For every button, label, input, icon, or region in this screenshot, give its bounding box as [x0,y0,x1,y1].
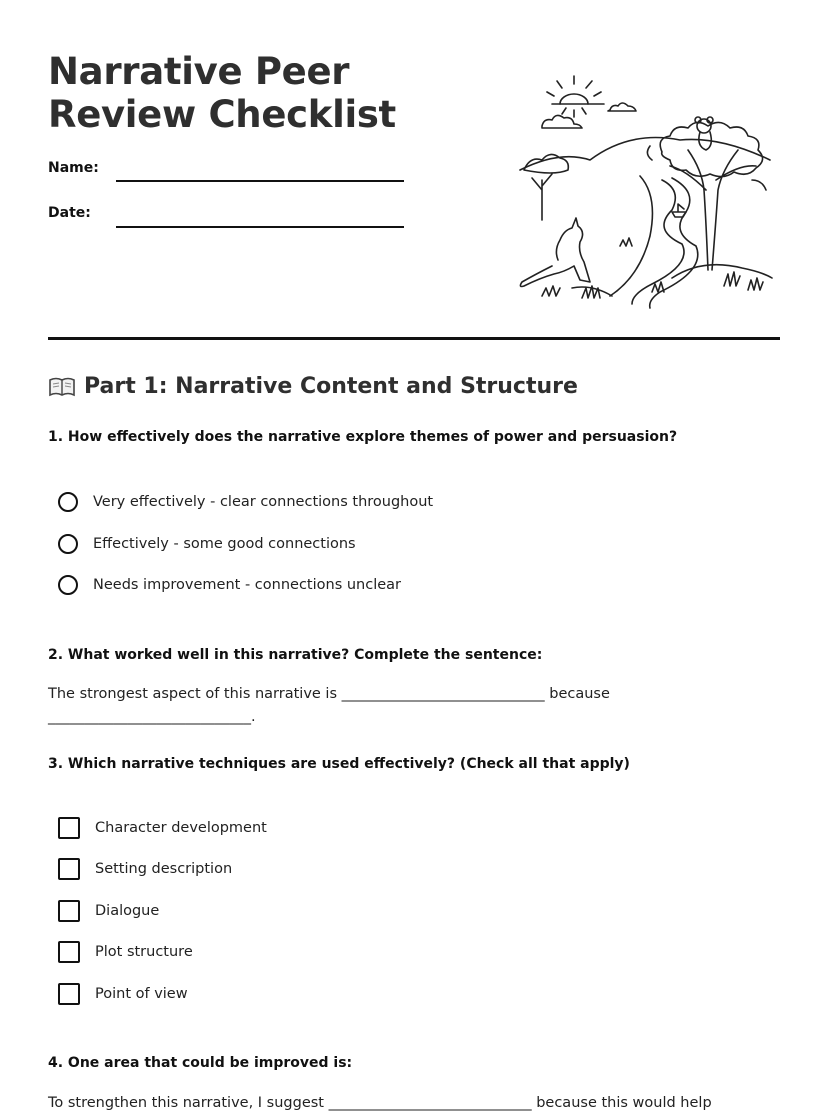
date-label: Date: [48,205,91,221]
option-label: Effectively - some good connections [93,536,356,552]
checkbox[interactable] [58,900,80,922]
option-label: Character development [95,820,267,836]
option-label: Needs improvement - connections unclear [93,577,402,593]
option-label: Point of view [95,986,188,1002]
checkbox[interactable] [58,941,80,963]
q2-sentence-line2[interactable]: ____________________________. [48,709,256,725]
question-2: 2. What worked well in this narrative? Complete the sentence: [48,647,543,663]
q3-option-4[interactable] [58,941,193,963]
radio-button[interactable] [58,575,78,595]
date-field[interactable] [116,226,404,228]
q1-option-1[interactable] [58,492,433,512]
radio-button[interactable] [58,534,78,554]
checkbox[interactable] [58,817,80,839]
section-divider [48,337,780,340]
question-3: 3. Which narrative techniques are used effectively? (Check all that apply) [48,756,630,772]
question-1: 1. How effectively does the narrative explore themes of power and persuasion? [48,429,678,445]
q1-option-3[interactable] [58,575,401,595]
q4-sentence-line1[interactable]: To strengthen this narrative, I suggest ____________________________ because this would help [48,1095,712,1111]
option-label: Very effectively - clear connections throughout [93,494,434,510]
question-4: 4. One area that could be improved is: [48,1055,353,1071]
open-book-icon [48,376,76,398]
name-field[interactable] [116,180,404,182]
section-title-part1 [48,374,578,399]
outback-landscape-illustration [512,70,782,310]
option-label: Dialogue [95,903,160,919]
q1-option-2[interactable] [58,534,356,554]
checkbox[interactable] [58,983,80,1005]
page-title: Narrative Peer Review Checklist [48,50,396,136]
option-label: Setting description [95,861,233,877]
name-label: Name: [48,160,99,176]
q3-option-1[interactable] [58,817,267,839]
q2-sentence-line1[interactable]: The strongest aspect of this narrative is ____________________________ because [48,686,610,702]
section-title-text: Part 1: Narrative Content and Structure [84,374,578,399]
option-label: Plot structure [95,944,193,960]
q3-option-2[interactable] [58,858,232,880]
q3-option-3[interactable] [58,900,159,922]
checkbox[interactable] [58,858,80,880]
q3-option-5[interactable] [58,983,188,1005]
radio-button[interactable] [58,492,78,512]
